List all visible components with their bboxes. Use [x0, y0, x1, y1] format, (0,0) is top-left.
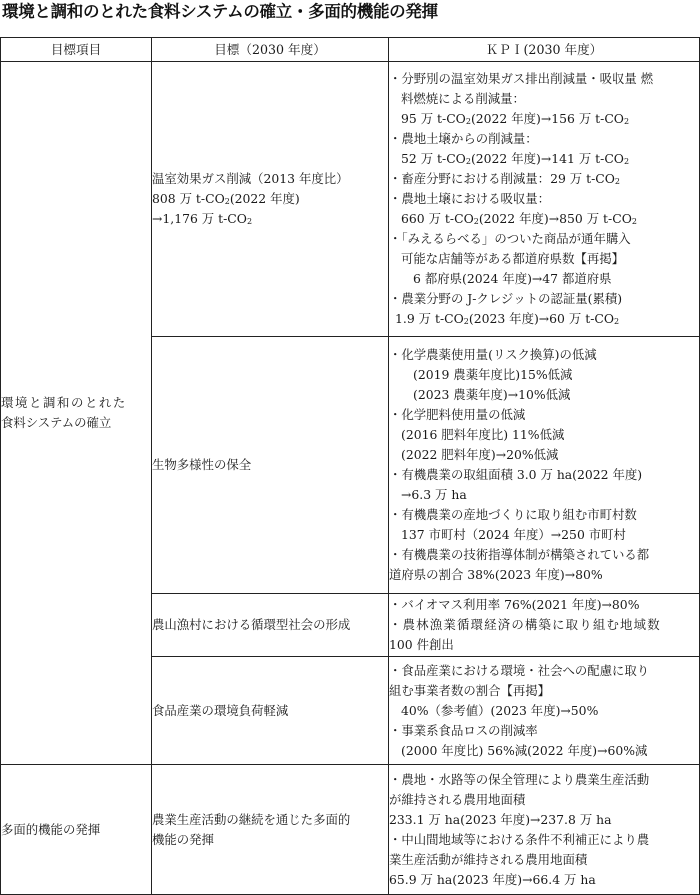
target-line: →1,176 万 $t-CO_2$ [152, 211, 253, 226]
goal-line: 多面的機能の発揮 [1, 821, 101, 837]
header-target: 目標（2030 年度） [152, 38, 389, 62]
table-header-row [1, 38, 700, 62]
target-line: 農業生産活動の継続を通じた多面的 [152, 811, 351, 827]
target-line: 温室効果ガス削減（2013 年度比） [152, 171, 349, 186]
target-cell [152, 594, 389, 657]
target-cell [152, 657, 389, 765]
kpi-line: ・化学農薬使用量(リスク換算)の低減 [389, 347, 597, 362]
kpi-line: ・農地土壌における吸収量： [389, 191, 551, 206]
goal-line: 環境と調和のとれた [1, 395, 127, 410]
kpi-line: が維持される農用地面積 [389, 791, 526, 807]
kpi-line: 6 都府県(2024 年度)→47 都道府県 [413, 271, 612, 286]
kpi-line: 137 市町村（2024 年度）→250 市町村 [401, 527, 626, 542]
kpi-line: 可能な店舗等がある都道府県数【再掲】 [401, 251, 625, 266]
kpi-line: 道府県の割合 38%(2023 年度)→80% [389, 567, 603, 582]
target-cell [152, 337, 389, 594]
kpi-line: ・農地・水路等の保全管理により農業生産活動 [389, 771, 650, 787]
kpi-line: ・有機農業の技術指導体制が構築されている都 [389, 547, 650, 562]
kpi-line: (2023 農薬年度)→10%低減 [413, 387, 571, 402]
table-row [1, 62, 700, 337]
goal-line: 食料システムの確立 [1, 415, 112, 430]
kpi-line: ・分野別の温室効果ガス排出削減量・吸収量 燃 [389, 71, 654, 86]
header-kpi: ＫＰＩ(2030 年度） [389, 38, 700, 62]
target-cell [152, 62, 389, 337]
goal-cell [1, 62, 152, 765]
kpi-line: ・バイオマス利用率 76%(2021 年度)→80% [389, 597, 640, 612]
kpi-cell [389, 62, 700, 337]
kpi-line: ・「みえるらべる」のついた商品が通年購入 [389, 231, 631, 246]
target-line: 機能の発揮 [152, 831, 214, 847]
kpi-line: (2016 肥料年度比) 11%低減 [401, 427, 565, 442]
kpi-line: ・事業系食品ロスの削減率 [389, 722, 538, 738]
target-line: 808 万 $t-CO_2(2022$ 年度) [152, 191, 300, 206]
kpi-line: 組む事業者数の割合【再掲】 [389, 682, 551, 698]
kpi-line: (2022 肥料年度)→20%低減 [401, 447, 559, 462]
kpi-line: ・食品産業における環境・社会への配慮に取り [389, 662, 650, 678]
goal-cell [1, 765, 152, 895]
target-line: 生物多様性の保全 [152, 457, 252, 472]
kpi-line: 料燃焼による削減量： [401, 91, 525, 106]
kpi-line: 52 万 $t-CO_2(2022$ 年度)→141 万 $t-CO_2$ [401, 151, 630, 166]
kpi-cell [389, 657, 700, 765]
kpi-line: 660 万 $t-CO_2(2022$ 年度)→850 万 $t-CO_2$ [401, 211, 637, 226]
kpi-line: 1.9 万 $t-CO_2(2023$ 年度)→60 万 $t-CO_2$ [395, 311, 620, 326]
target-line: 農山漁村における循環型社会の形成 [152, 617, 351, 632]
kpi-line: 業生産活動が維持される農用地面積 [389, 851, 588, 867]
kpi-cell [389, 594, 700, 657]
kpi-table [0, 37, 700, 895]
kpi-line: (2000 年度比) 56%減(2022 年度)→60%減 [401, 742, 648, 758]
kpi-line: 233.1 万 ha(2023 年度)→237.8 万 ha [389, 811, 612, 827]
kpi-line: ・畜産分野における削減量：29 万 $t-CO_2$ [389, 171, 621, 186]
header-goal-item: 目標項目 [1, 38, 152, 62]
kpi-line: ・有機農業の産地づくりに取り組む市町村数 [389, 507, 637, 522]
kpi-line: ・農地土壌からの削減量： [389, 131, 538, 146]
kpi-line: (2019 農薬年度比)15%低減 [413, 367, 573, 382]
target-cell [152, 765, 389, 895]
kpi-line: →6.3 万 ha [401, 487, 467, 502]
kpi-line: 65.9 万 ha(2023 年度)→66.4 万 ha [389, 871, 596, 887]
kpi-line: ・中山間地域等における条件不利補正により農 [389, 831, 650, 847]
kpi-line: ・化学肥料使用量の低減 [389, 407, 526, 422]
kpi-line: 95 万 $t-CO_2(2022$ 年度)→156 万 $t-CO_2$ [401, 111, 630, 126]
kpi-cell [389, 765, 700, 895]
kpi-line: 100 件創出 [389, 637, 454, 652]
kpi-line: ・農業分野の J-クレジットの認証量(累積) [389, 291, 623, 306]
target-line: 食品産業の環境負荷軽減 [152, 702, 289, 718]
kpi-line: ・農林漁業循環経済の構築に取り組む地域数 [389, 617, 661, 632]
table-row [1, 765, 700, 895]
page-title: 環境と調和のとれた食料システムの確立・多面的機能の発揮 [2, 2, 438, 21]
kpi-cell [389, 337, 700, 594]
kpi-line: ・有機農業の取組面積 3.0 万 ha(2022 年度) [389, 467, 643, 482]
kpi-line: 40%（参考値）(2023 年度)→50% [401, 702, 599, 718]
